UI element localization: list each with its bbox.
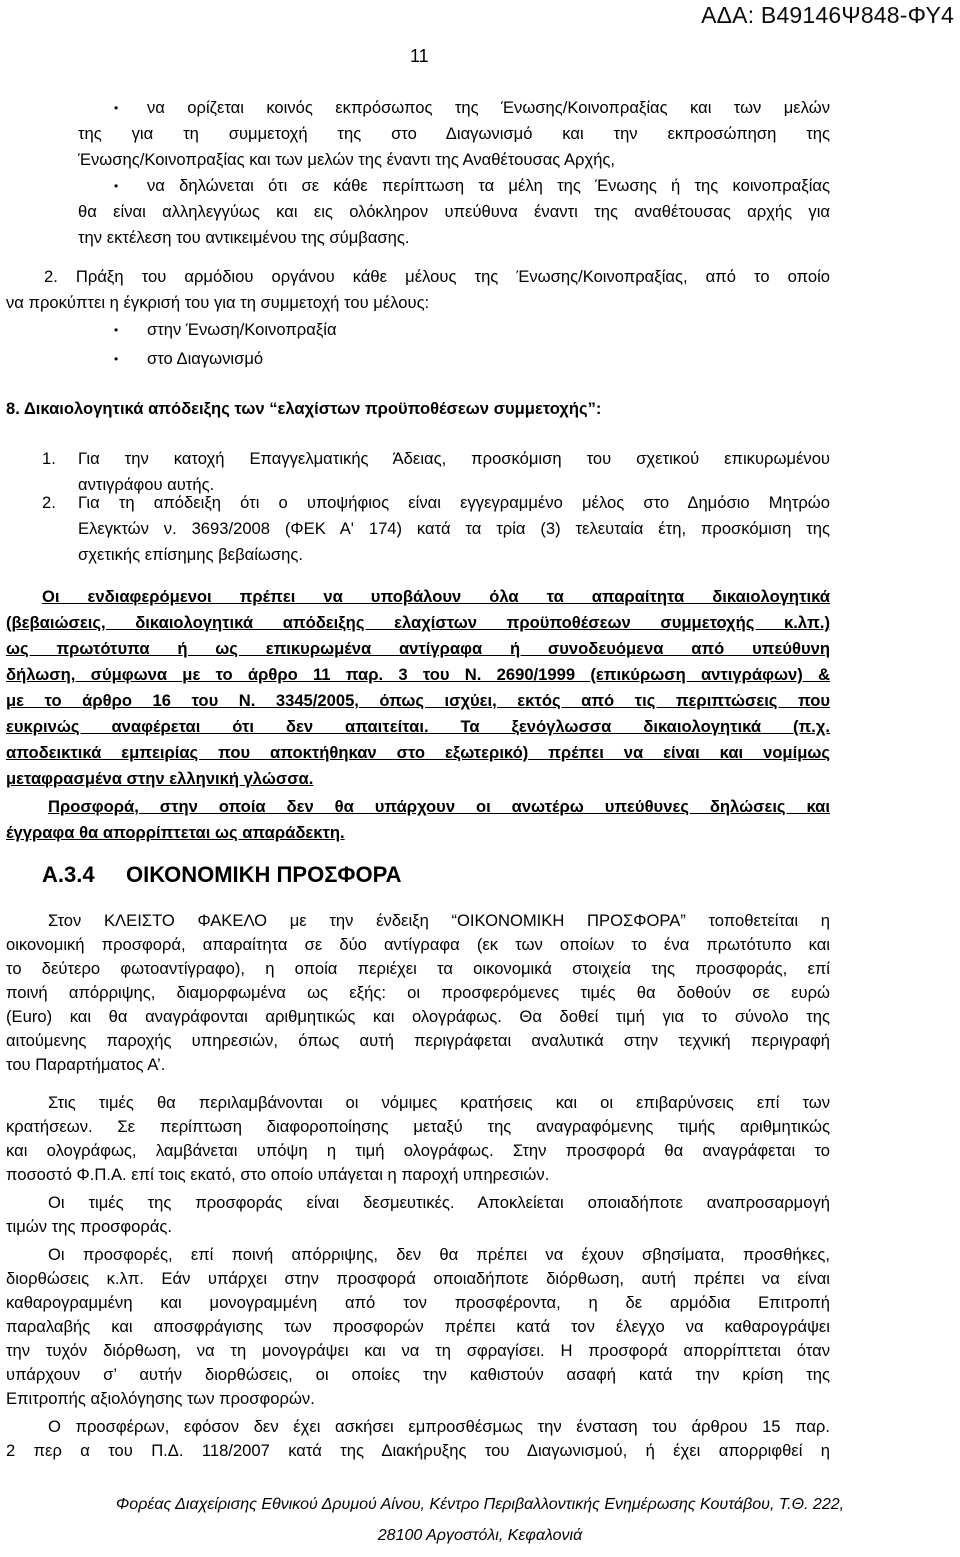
numbered-item-text: Ελεγκτών ν. 3693/2008 (ΦΕΚ Α' 174) κατά τα τρία (3) τελευταία έτη, προσκόμιση της xyxy=(78,519,830,538)
notice-text: (βεβαιώσεις, δικαιολογητικά απόδειξης ελαχίστων προϋποθέσεων συμμετοχής κ.λπ.) xyxy=(6,613,830,632)
paragraph-line: Επιτροπής αξιολόγησης των προσφορών. xyxy=(6,1389,315,1408)
paragraph-line: υπάρχουν σ’ αυτήν διορθώσεις, οι οποίες την καθιστούν ασαφή κατά την κρίση της xyxy=(6,1365,830,1384)
paragraph-line: Στις τιμές θα περιλαμβάνονται οι νόμιμες κρατήσεις και οι επιβαρύνσεις επί των xyxy=(48,1093,830,1112)
reject-notice: Προσφορά, στην οποία δεν θα υπάρχουν οι ανωτέρω υπεύθυνες δηλώσεις και xyxy=(48,797,830,816)
paragraph-line: τιμών της προσφοράς. xyxy=(6,1217,173,1236)
list-item: να δηλώνεται ότι σε κάθε περίπτωση τα μέλη της Ένωσης ή της κοινοπραξίας xyxy=(147,176,830,195)
item-2-text: να προκύπτει η έγκρισή του για τη συμμετοχή του μέλους: xyxy=(6,293,430,312)
notice-text: μεταφρασμένα στην ελληνική γλώσσα. xyxy=(6,769,314,788)
list-item: στην Ένωση/Κοινοπραξία xyxy=(147,320,337,339)
numbered-item-num: 2. xyxy=(42,493,56,512)
list-item: θα είναι αλληλεγγύως και εις ολόκληρον υπεύθυνα έναντι της αναθέτουσας αρχής για xyxy=(78,202,830,221)
notice-text: με το άρθρο 16 του Ν. 3345/2005, όπως ισχύει, εκτός από τις περιπτώσεις που xyxy=(6,691,830,710)
bullet-marker: • xyxy=(114,101,119,115)
paragraph-line: 2 περ α του Π.Δ. 118/2007 κατά της Διακήρυξης του Διαγωνισμού, ή έχει απορριφθεί η xyxy=(6,1441,830,1460)
paragraph-line: το δεύτερο φωτοαντίγραφο), η οποία περιέχει τα οικονομικά στοιχεία της προσφοράς, επί xyxy=(6,959,830,978)
list-item: να ορίζεται κοινός εκπρόσωπος της Ένωσης/Κοινοπραξίας και των μελών xyxy=(147,98,830,117)
paragraph-line: την τυχόν διόρθωση, να τη μονογράψει και να τη σφραγίσει. Η προσφορά απορρίπτεται όταν xyxy=(6,1341,830,1360)
notice-text: Οι ενδιαφερόμενοι πρέπει να υποβάλουν όλα τα απαραίτητα δικαιολογητικά xyxy=(42,587,830,606)
paragraph-line: αιτούμενης παροχής υπηρεσιών, όπως αυτή περιγράφεται αναλυτικά στην τεχνική περιγραφή xyxy=(6,1031,830,1050)
notice-text: αποδεικτικά εμπειρίας που αποκτήθηκαν στο εξωτερικό) πρέπει να είναι και νομίμως xyxy=(6,743,830,762)
list-item: στο Διαγωνισμό xyxy=(147,349,264,368)
paragraph-line: (Euro) και θα αναγράφονται αριθμητικώς και ολογράφως. Θα δοθεί τιμή για το σύνολο της xyxy=(6,1007,830,1026)
section-number: Α.3.4 xyxy=(42,862,95,887)
reject-notice: έγγραφα θα απορρίπτεται ως απαράδεκτη. xyxy=(6,823,345,842)
list-item: Ένωσης/Κοινοπραξίας και των μελών της έναντι της Αναθέτουσας Αρχής, xyxy=(78,150,616,169)
paragraph-line: του Παραρτήματος Α’. xyxy=(6,1055,166,1074)
list-item: την εκτέλεση του αντικειμένου της σύμβασης. xyxy=(78,228,410,247)
notice-text: δήλωση, σύμφωνα με το άρθρο 11 παρ. 3 του Ν. 2690/1999 (επικύρωση αντιγράφων) & xyxy=(6,665,830,684)
ada-code: ΑΔΑ: Β49146Ψ848-ΦΥ4 xyxy=(701,2,954,28)
section-8-title: 8. Δικαιολογητικά απόδειξης των “ελαχίστων προϋποθέσεων συμμετοχής”: xyxy=(6,399,602,418)
paragraph-line: Στον ΚΛΕΙΣΤΟ ΦΑΚΕΛΟ με την ένδειξη “ΟΙΚΟΝΟΜΙΚΗ ΠΡΟΣΦΟΡΑ” τοποθετείται η xyxy=(48,911,830,930)
notice-text: ως πρωτότυπα ή ως επικυρωμένα αντίγραφα ή συνοδευόμενα από υπεύθυνη xyxy=(6,639,830,658)
list-item: της για τη συμμετοχή της στο Διαγωνισμό και την εκπροσώπηση της xyxy=(78,124,830,143)
paragraph-line: οικονομική προσφορά, απαραίτητα σε δύο αντίγραφα (εκ των οποίων το ένα πρωτότυπο και xyxy=(6,935,830,954)
numbered-item-text: Για την κατοχή Επαγγελματικής Άδειας, προσκόμιση του σχετικού επικυρωμένου xyxy=(78,449,830,468)
footer-line: 28100 Αργοστόλι, Κεφαλονιά xyxy=(377,1527,583,1544)
page-number: 11 xyxy=(410,46,429,66)
notice-text: ευκρινώς αναφέρεται ότι δεν απαιτείται. Τα ξενόγλωσσα δικαιολογητικά (π.χ. xyxy=(6,717,830,736)
footer-line: Φορέας Διαχείρισης Εθνικού Δρυμού Αίνου, Κέντρο Περιβαλλοντικής Ενημέρωσης Κουτάβου, Τ.Θ. 222, xyxy=(115,1496,845,1513)
paragraph-line: και ολογράφως, λαμβάνεται υπόψη η τιμή ολογράφως. Στην προσφορά θα αναγράφεται το xyxy=(6,1141,830,1160)
paragraph-line: διορθώσεις κ.λπ. Εάν υπάρχει στην προσφορά οποιαδήποτε διόρθωση, αυτή πρέπει να είναι xyxy=(6,1269,830,1288)
paragraph-line: ποινή απόρριψης, διαμορφωμένα ως εξής: οι προσφερόμενες τιμές θα δοθούν σε ευρώ xyxy=(6,983,830,1002)
paragraph-line: ποσοστό Φ.Π.Α. επί τοις εκατό, στο οποίο υπάγεται η παροχή υπηρεσιών. xyxy=(6,1165,550,1184)
paragraph-line: καθαρογραμμένη και μονογραμμένη από τον προσφέροντα, η δε αρμόδια Επιτροπή xyxy=(6,1293,830,1312)
item-2-text: 2. Πράξη του αρμόδιου οργάνου κάθε μέλους της Ένωσης/Κοινοπραξίας, από το οποίο xyxy=(44,267,830,286)
section-title: ΟΙΚΟΝΟΜΙΚΗ ΠΡΟΣΦΟΡΑ xyxy=(126,862,402,887)
numbered-item-text: Για τη απόδειξη ότι ο υποψήφιος είναι εγγεγραμμένο μέλος στο Δημόσιο Μητρώο xyxy=(78,493,830,512)
paragraph-line: Οι προσφορές, επί ποινή απόρριψης, δεν θα πρέπει να έχουν σβησίματα, προσθήκες, xyxy=(48,1245,830,1264)
numbered-item-num: 1. xyxy=(42,449,56,468)
paragraph-line: Ο προσφέρων, εφόσον δεν έχει ασκήσει εμπροσθέσμως την ένσταση του άρθρου 15 παρ. xyxy=(48,1417,830,1436)
numbered-item-text: αντιγράφου αυτής. xyxy=(78,475,215,494)
bullet-marker: • xyxy=(114,323,119,337)
paragraph-line: παραλαβής και αποσφράγισης των προσφορών πρέπει κατά τον έλεγχο να καθαρογράψει xyxy=(6,1317,830,1336)
paragraph-line: Οι τιμές της προσφοράς είναι δεσμευτικές. Αποκλείεται οποιαδήποτε αναπροσαρμογή xyxy=(48,1193,830,1212)
numbered-item-text: σχετικής επίσημης βεβαίωσης. xyxy=(78,545,303,564)
paragraph-line: κρατήσεων. Σε περίπτωση διαφοροποίησης μεταξύ της αναγραφόμενης τιμής αριθμητικώς xyxy=(6,1117,830,1136)
bullet-marker: • xyxy=(114,179,119,193)
bullet-marker: • xyxy=(114,352,119,366)
